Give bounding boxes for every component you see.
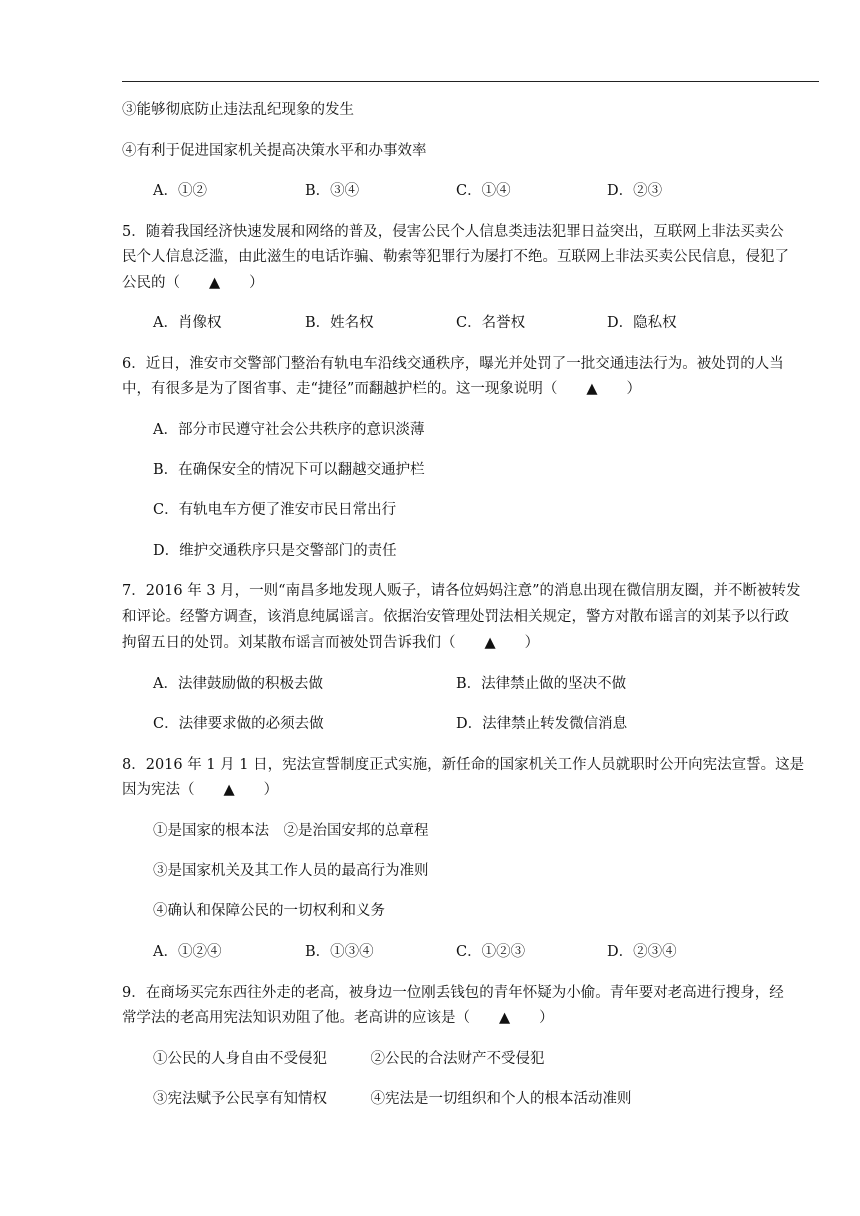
q8-item-4: ④确认和保障公民的一切权利和义务: [153, 903, 385, 919]
q7-option-a: A．法律鼓励做的积极去做: [153, 676, 323, 692]
q5-option-d: D．隐私权: [607, 315, 677, 331]
q9-stem-line-2: 常学法的老高用宪法知识劝阻了他。老高讲的应该是（ ▲ ）: [122, 1010, 554, 1026]
q7-option-d: D．法律禁止转发微信消息: [456, 716, 628, 732]
q9-stem-line-1: 9．在商场买完东西往外走的老高，被身边一位刚丢钱包的青年怀疑为小偷。青年要对老高进行搜身，经: [122, 985, 784, 1001]
q9-item-1-2: ①公民的人身自由不受侵犯 ②公民的合法财产不受侵犯: [153, 1051, 545, 1067]
q5-option-b: B．姓名权: [305, 315, 374, 331]
q8-item-1-2: ①是国家的根本法 ②是治国安邦的总章程: [153, 823, 429, 839]
q5-stem-line-2: 民个人信息泛滥，由此滋生的电话诈骗、勒索等犯罪行为屡打不绝。互联网上非法买卖公民信息，侵犯了: [122, 249, 789, 265]
header-rule: [122, 81, 819, 82]
q8-option-a: A．①②④: [153, 944, 222, 960]
q4-option-b: B．③④: [305, 183, 360, 199]
q4-item-3: ③能够彻底防止违法乱纪现象的发生: [122, 102, 354, 118]
q4-item-4: ④有利于促进国家机关提高决策水平和办事效率: [122, 143, 427, 159]
q4-option-d: D．②③: [607, 183, 663, 199]
q6-option-a: A．部分市民遵守社会公共秩序的意识淡薄: [153, 422, 425, 438]
q7-stem-line-1: 7．2016 年 3 月，一则“南昌多地发现人贩子，请各位妈妈注意”的消息出现在微信朋友圈，并不断被转发: [122, 583, 801, 599]
q7-stem-line-3: 拘留五日的处罚。刘某散布谣言而被处罚告诉我们（ ▲ ）: [122, 635, 540, 651]
q8-option-c: C．①②③: [456, 944, 526, 960]
q6-option-b: B．在确保安全的情况下可以翻越交通护栏: [153, 462, 425, 478]
q4-option-a: A．①②: [153, 183, 207, 199]
q8-stem-line-2: 因为宪法（ ▲ ）: [122, 782, 279, 798]
q7-stem-line-2: 和评论。经警方调查，该消息纯属谣言。依据治安管理处罚法相关规定，警方对散布谣言的刘某予以行政: [122, 609, 789, 625]
q6-stem-line-2: 中，有很多是为了图省事、走“捷径”而翻越护栏的。这一现象说明（ ▲ ）: [122, 381, 641, 397]
q5-stem-line-3: 公民的（ ▲ ）: [122, 275, 264, 291]
q7-option-c: C．法律要求做的必须去做: [153, 716, 324, 732]
q5-option-c: C．名誉权: [456, 315, 526, 331]
q6-option-c: C．有轨电车方便了淮安市民日常出行: [153, 502, 397, 518]
q8-stem-line-1: 8．2016 年 1 月 1 日，宪法宣誓制度正式实施，新任命的国家机关工作人员就职时公开向宪法宣誓。这是: [122, 757, 805, 773]
q5-option-a: A．肖像权: [153, 315, 222, 331]
q8-option-d: D．②③④: [607, 944, 677, 960]
q6-option-d: D．维护交通秩序只是交警部门的责任: [153, 543, 397, 559]
q8-item-3: ③是国家机关及其工作人员的最高行为准则: [153, 863, 429, 879]
q7-option-b: B．法律禁止做的坚决不做: [456, 676, 627, 692]
q9-item-3-4: ③宪法赋予公民享有知情权 ④宪法是一切组织和个人的根本活动准则: [153, 1091, 632, 1107]
q6-stem-line-1: 6．近日，淮安市交警部门整治有轨电车沿线交通秩序，曝光并处罚了一批交通违法行为。被处罚的人当: [122, 356, 784, 372]
q8-option-b: B．①③④: [305, 944, 374, 960]
q4-option-c: C．①④: [456, 183, 511, 199]
q5-stem-line-1: 5．随着我国经济快速发展和网络的普及，侵害公民个人信息类违法犯罪日益突出，互联网上非法买卖公: [122, 224, 784, 240]
